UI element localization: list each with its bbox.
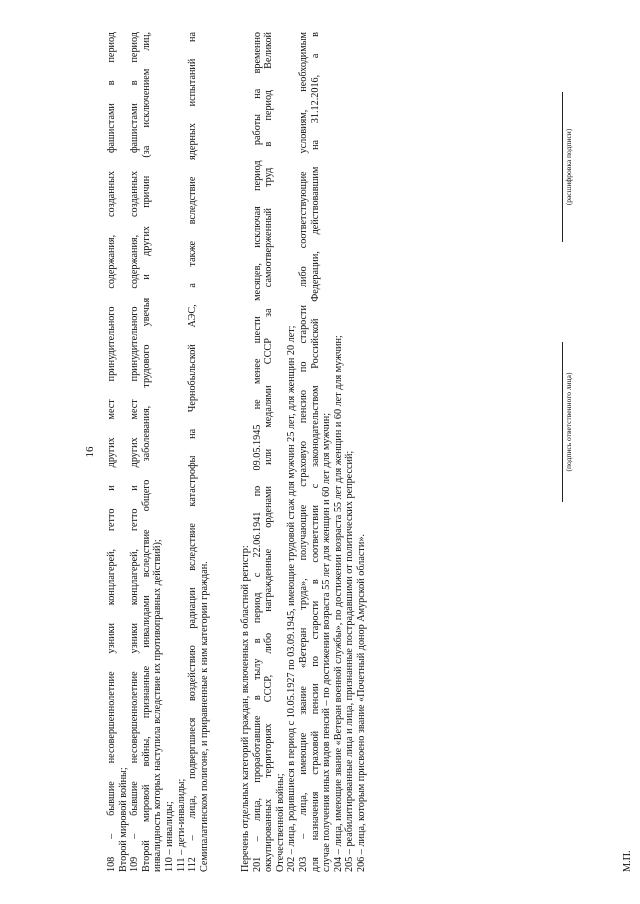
signature-decode-caption: (расшифровка подписи) xyxy=(562,92,573,242)
categories-list-regional xyxy=(240,32,368,872)
text-line: случае получения иных видов пенсий – по достижении возраста 55 лет для женщин и 60 лет для мужчин; xyxy=(321,412,333,872)
text-line: Второй мировой войны, признанные инвалидами вследствие общего заболевания, трудового увечья и других причин (за исключением лиц, xyxy=(140,32,152,872)
rotated-content xyxy=(84,32,640,872)
text-line: 205 – реабилитированные лица и лица, признанные пострадавшими от политических репрессий; xyxy=(344,450,356,872)
text-line: 112 – лица, подвергшиеся воздействию радиации вследствие катастрофы на Чернобыльской АЭС, а также вследствие ядерных испытаний на xyxy=(187,32,199,872)
text-line: 203 – лица, имеющие звание «Ветеран труда», получающие страховую пенсию по старости либо соответствующие условиям, необходимым xyxy=(297,32,309,872)
stamp-label: М.П. xyxy=(622,850,633,872)
page-number: 16 xyxy=(84,446,96,458)
text-line: для назначения страховой пенсии по старости в соответствии с законодательством Российской Федерации, действовавшим на 31.12.2016, а в xyxy=(309,32,321,872)
categories-list-federal xyxy=(106,32,210,872)
text-line: инвалидность которых наступила вследствие их противоправных действий); xyxy=(152,539,164,872)
text-line: 201 – лица, проработавшие в тылу в период с 22.06.1941 по 09.05.1945 не менее шести месяцев, исключая период работы на временно xyxy=(251,32,263,872)
text-line: 110 – инвалиды; xyxy=(163,801,175,872)
text-line: 202 – лица, родившиеся в период с 10.05.1927 по 03.09.1945, имеющие трудовой стаж для мужчин 25 лет, для женщин 20 лет; xyxy=(286,325,298,872)
text-line: 108 – бывшие несовершеннолетние узники концлагерей, гетто и других мест принудительного содержания, созданных фашистами в период xyxy=(106,32,117,872)
signature-caption: (подпись ответственного лица) xyxy=(562,342,573,502)
text-line: 206 – лица, которым присвоено звание «Почетный донор Амурской области». xyxy=(355,534,367,872)
text-line: Отечественной войны; xyxy=(274,773,286,872)
text-line: 111 – дети-инвалиды; xyxy=(175,778,187,872)
text-line: 109 – бывшие несовершеннолетние узники концлагерей, гетто и других мест принудительного содержания, созданных фашистами в период xyxy=(129,32,141,872)
text-line: оккупированных территориях СССР, либо награжденные орденами или медалями СССР за самоотверженный труд в период Великой xyxy=(263,32,275,872)
text-line: Семипалатинском полигоне, и приравненные к ним категории граждан. xyxy=(198,561,210,872)
text-line: Второй мировой войны; xyxy=(117,767,129,872)
section-heading: Перечень отдельных категорий граждан, включенных в областной регистр: xyxy=(240,545,251,872)
text-line: 204 – лица, имеющие звание «Ветеран военной службы», по достижении возраста 55 лет для женщин и 60 лет для мужчин; xyxy=(332,335,344,872)
